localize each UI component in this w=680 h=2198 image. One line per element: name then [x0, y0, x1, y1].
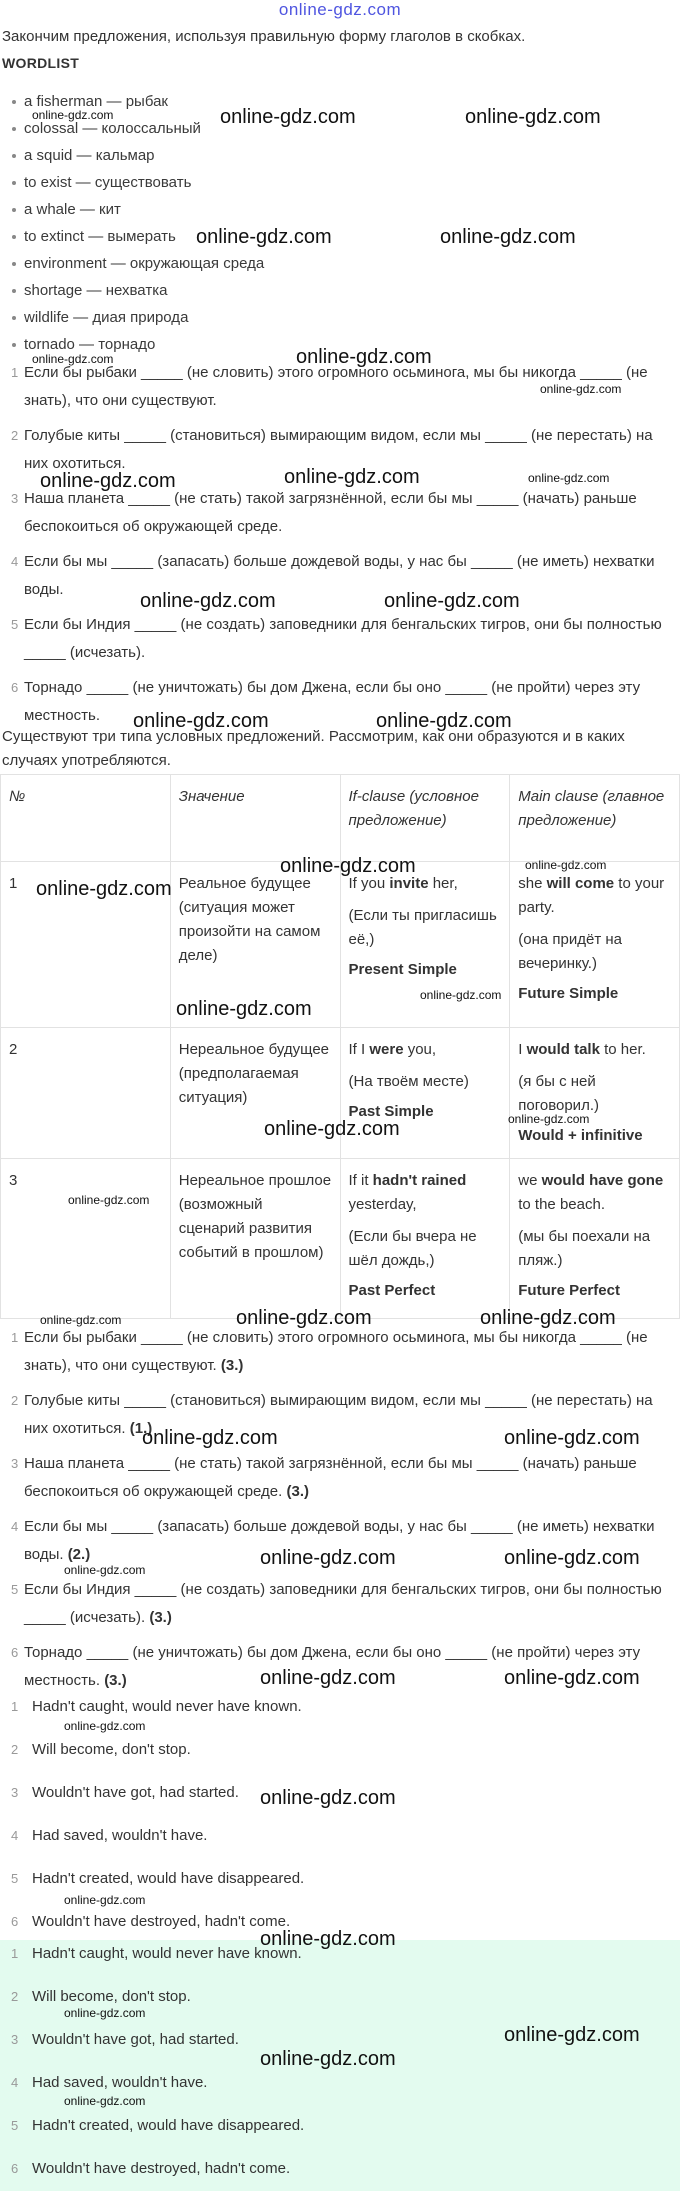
watermark: online-gdz.com	[68, 1193, 150, 1207]
item-number: 1	[11, 365, 19, 380]
answer-item	[0, 1736, 680, 1779]
watermark: online-gdz.com	[384, 590, 520, 612]
exercise-with-types-list	[0, 1324, 680, 1702]
answer-text: Will become, don't stop.	[32, 1988, 191, 2005]
table-header: If-clause (условное предложение)	[340, 775, 510, 862]
answer-text: Hadn't created, would have disappeared.	[32, 2117, 305, 2134]
exercise-item	[0, 1576, 680, 1639]
watermark: online-gdz.com	[465, 106, 601, 128]
table-header: №	[1, 775, 171, 862]
item-number: 3	[11, 491, 19, 506]
wordlist-item: tornado — торнадо	[12, 331, 264, 358]
if-clause-cell	[340, 1159, 510, 1319]
item-number: 5	[11, 617, 19, 632]
if-clause-translation: (На твоём месте)	[348, 1073, 469, 1090]
watermark: online-gdz.com	[64, 1563, 146, 1577]
conditional-type: (2.)	[67, 1546, 91, 1563]
main-clause-example: we would have gone to the beach.	[518, 1172, 664, 1213]
answer-text: Had saved, wouldn't have.	[32, 2074, 208, 2091]
row-number: 2	[1, 1028, 171, 1159]
watermark: online-gdz.com	[64, 1893, 146, 1907]
if-clause-tense: Past Perfect	[348, 1282, 436, 1299]
exercise-text: Голубые киты _____ (становиться) вымирающим видом, если мы _____ (не перестать) на них охотиться.	[24, 1392, 653, 1437]
watermark: online-gdz.com	[260, 1787, 396, 1809]
watermark: online-gdz.com	[504, 1547, 640, 1569]
exercise-text: Если бы рыбаки _____ (не словить) этого огромного осьминога, мы бы никогда _____ (не знать), что они существуют.	[24, 1329, 648, 1374]
if-clause-example: If it hadn't rained yesterday,	[348, 1172, 467, 1213]
item-number: 4	[11, 1828, 19, 1843]
watermark: online-gdz.com	[260, 2048, 396, 2070]
watermark: online-gdz.com	[264, 1118, 400, 1140]
answer-text: Hadn't created, would have disappeared.	[32, 1870, 305, 1887]
answer-text: Had saved, wouldn't have.	[32, 1827, 208, 1844]
watermark: online-gdz.com	[40, 470, 176, 492]
item-number: 1	[11, 1330, 19, 1345]
if-clause-translation: (Если ты пригласишь её,)	[348, 907, 497, 948]
main-clause-tense: Future Perfect	[518, 1282, 620, 1299]
item-number: 2	[11, 1989, 19, 2004]
exercise-item	[0, 611, 680, 674]
exercise-text: Если бы рыбаки _____ (не словить) этого огромного осьминога, мы бы никогда _____ (не знать), что они существуют.	[24, 364, 648, 409]
main-clause-translation: (мы бы поехали на пляж.)	[518, 1228, 651, 1269]
exercise-text: Голубые киты _____ (становиться) вымирающим видом, если мы _____ (не перестать) на них охотиться.	[24, 427, 653, 472]
item-number: 2	[11, 428, 19, 443]
row-number: 3	[1, 1159, 171, 1319]
wordlist-item: colossal — колоссальный	[12, 115, 264, 142]
wordlist-item: a whale — кит	[12, 196, 264, 223]
conditional-type: (3.)	[149, 1609, 172, 1626]
exercise-text: Если бы Индия _____ (не создать) заповедники для бенгальских тигров, они бы полностью _____ (исчезать).	[24, 1581, 662, 1626]
site-logo[interactable]: online-gdz.com	[278, 0, 402, 19]
item-number: 4	[11, 1519, 19, 1534]
watermark: online-gdz.com	[528, 471, 610, 485]
wordlist-item: wildlife — диая природа	[12, 304, 264, 331]
watermark: online-gdz.com	[296, 346, 432, 368]
if-clause-tense: Past Simple	[348, 1103, 434, 1120]
row-number: 1	[1, 862, 171, 1028]
watermark: online-gdz.com	[220, 106, 356, 128]
wordlist-item: environment — окружающая среда	[12, 250, 264, 277]
watermark: online-gdz.com	[140, 590, 276, 612]
table-header: Main clause (главное предложение)	[510, 775, 680, 862]
watermark: online-gdz.com	[36, 878, 172, 900]
watermark: online-gdz.com	[260, 1667, 396, 1689]
watermark: online-gdz.com	[420, 988, 502, 1002]
main-clause-translation: (я бы с ней поговорил.)	[518, 1073, 599, 1114]
watermark: online-gdz.com	[376, 710, 512, 732]
wordlist-item: a fisherman — рыбак	[12, 88, 264, 115]
main-clause-cell	[510, 1159, 680, 1319]
watermark: online-gdz.com	[508, 1112, 590, 1126]
watermark: online-gdz.com	[32, 108, 114, 122]
item-number: 1	[11, 1699, 19, 1714]
exercise-instruction: Закончим предложения, используя правильную форму глаголов в скобках.	[2, 28, 526, 45]
watermark: online-gdz.com	[142, 1427, 278, 1449]
watermark: online-gdz.com	[64, 1719, 146, 1733]
item-number: 6	[11, 1645, 19, 1660]
answer-item	[0, 1822, 680, 1865]
watermark: online-gdz.com	[440, 226, 576, 248]
wordlist-item: to exist — существовать	[12, 169, 264, 196]
conditional-type: (1.)	[129, 1420, 153, 1437]
item-number: 5	[11, 1871, 19, 1886]
exercise-text: Если бы мы _____ (запасать) больше дождевой воды, у нас бы _____ (не иметь) нехватки воды.	[24, 1518, 655, 1563]
exercise-item	[0, 548, 680, 611]
watermark: online-gdz.com	[260, 1928, 396, 1950]
watermark: online-gdz.com	[196, 226, 332, 248]
exercise-list	[0, 359, 680, 737]
answer-text: Hadn't caught, would never have known.	[32, 1945, 302, 1962]
main-clause-cell	[510, 1028, 680, 1159]
item-number: 1	[11, 1946, 19, 1961]
watermark: online-gdz.com	[236, 1307, 372, 1329]
exercise-text: Если бы мы _____ (запасать) больше дождевой воды, у нас бы _____ (не иметь) нехватки воды.	[24, 553, 655, 598]
item-number: 3	[11, 2032, 19, 2047]
main-clause-cell	[510, 862, 680, 1028]
main-clause-example: I would talk to her.	[518, 1041, 646, 1058]
watermark: online-gdz.com	[133, 710, 269, 732]
wordlist-item: shortage — нехватка	[12, 277, 264, 304]
answer-text: Hadn't caught, would never have known.	[32, 1698, 302, 1715]
watermark: online-gdz.com	[64, 2094, 146, 2108]
conditional-type: (3.)	[286, 1483, 309, 1500]
watermark: online-gdz.com	[280, 855, 416, 877]
exercise-item	[0, 1450, 680, 1513]
item-number: 4	[11, 2075, 19, 2090]
if-clause-translation: (Если бы вчера не шёл дождь,)	[348, 1228, 477, 1269]
answer-item	[0, 2155, 680, 2198]
if-clause-example: If I were you,	[348, 1041, 437, 1058]
wordlist-title: WORDLIST	[2, 55, 80, 71]
wordlist-item: to extinct — вымерать	[12, 223, 264, 250]
item-number: 2	[11, 1393, 19, 1408]
answer-text: Will become, don't stop.	[32, 1741, 191, 1758]
answer-item	[0, 2112, 680, 2155]
answer-text: Wouldn't have destroyed, hadn't come.	[32, 2160, 291, 2177]
answer-text: Wouldn't have got, had started.	[32, 2031, 239, 2048]
exercise-text: Наша планета _____ (не стать) такой загрязнённой, если бы мы _____ (начать) раньше беспокоиться об окружающей среде.	[24, 490, 637, 535]
watermark: online-gdz.com	[260, 1547, 396, 1569]
wordlist-item: a squid — кальмар	[12, 142, 264, 169]
exercise-text: Торнадо _____ (не уничтожать) бы дом Джена, если бы оно _____ (не пройти) через эту местность.	[24, 1644, 641, 1689]
watermark: online-gdz.com	[540, 382, 622, 396]
conditionals-intro: Существуют три типа условных предложений. Рассмотрим, как они образуются и в каких случаях употребляются.	[2, 728, 625, 769]
row-meaning: Нереальное будущее (предполагаемая ситуация)	[170, 1028, 340, 1159]
main-clause-tense: Would + infinitive	[518, 1127, 643, 1144]
watermark: online-gdz.com	[32, 352, 114, 366]
item-number: 5	[11, 1582, 19, 1597]
item-number: 4	[11, 554, 19, 569]
watermark: online-gdz.com	[284, 466, 420, 488]
watermark: online-gdz.com	[525, 858, 607, 872]
item-number: 6	[11, 680, 19, 695]
watermark: online-gdz.com	[504, 1667, 640, 1689]
conditional-type: (3.)	[220, 1357, 244, 1374]
item-number: 3	[11, 1456, 19, 1471]
item-number: 6	[11, 2161, 19, 2176]
answer-text: Wouldn't have destroyed, hadn't come.	[32, 1913, 291, 1930]
watermark: online-gdz.com	[176, 998, 312, 1020]
if-clause-cell	[340, 862, 510, 1028]
row-meaning: Нереальное прошлое (возможный сценарий развития событий в прошлом)	[170, 1159, 340, 1319]
exercise-item	[0, 485, 680, 548]
table-header: Значение	[170, 775, 340, 862]
item-number: 6	[11, 1914, 19, 1929]
if-clause-tense: Present Simple	[348, 961, 457, 978]
table-header-row	[1, 775, 680, 862]
item-number: 2	[11, 1742, 19, 1757]
main-clause-tense: Future Simple	[518, 985, 619, 1002]
exercise-text: Торнадо _____ (не уничтожать) бы дом Джена, если бы оно _____ (не пройти) через эту местность.	[24, 679, 641, 724]
exercise-text: Наша планета _____ (не стать) такой загрязнённой, если бы мы _____ (начать) раньше беспокоиться об окружающей среде.	[24, 1455, 637, 1500]
main-clause-translation: (она придёт на вечеринку.)	[518, 931, 622, 972]
watermark: online-gdz.com	[480, 1307, 616, 1329]
item-number: 3	[11, 1785, 19, 1800]
main-clause-example: she will come to your party.	[518, 875, 665, 916]
watermark: online-gdz.com	[64, 2006, 146, 2020]
watermark: online-gdz.com	[40, 1313, 122, 1327]
watermark: online-gdz.com	[504, 1427, 640, 1449]
row-meaning: Реальное будущее (ситуация может произойти на самом деле)	[170, 862, 340, 1028]
answer-text: Wouldn't have got, had started.	[32, 1784, 239, 1801]
conditional-type: (3.)	[104, 1672, 127, 1689]
exercise-text: Если бы Индия _____ (не создать) заповедники для бенгальских тигров, они бы полностью _____ (исчезать).	[24, 616, 662, 661]
if-clause-example: If you invite her,	[348, 875, 458, 892]
exercise-item	[0, 1324, 680, 1387]
item-number: 5	[11, 2118, 19, 2133]
table-row	[1, 1159, 680, 1319]
watermark: online-gdz.com	[504, 2024, 640, 2046]
